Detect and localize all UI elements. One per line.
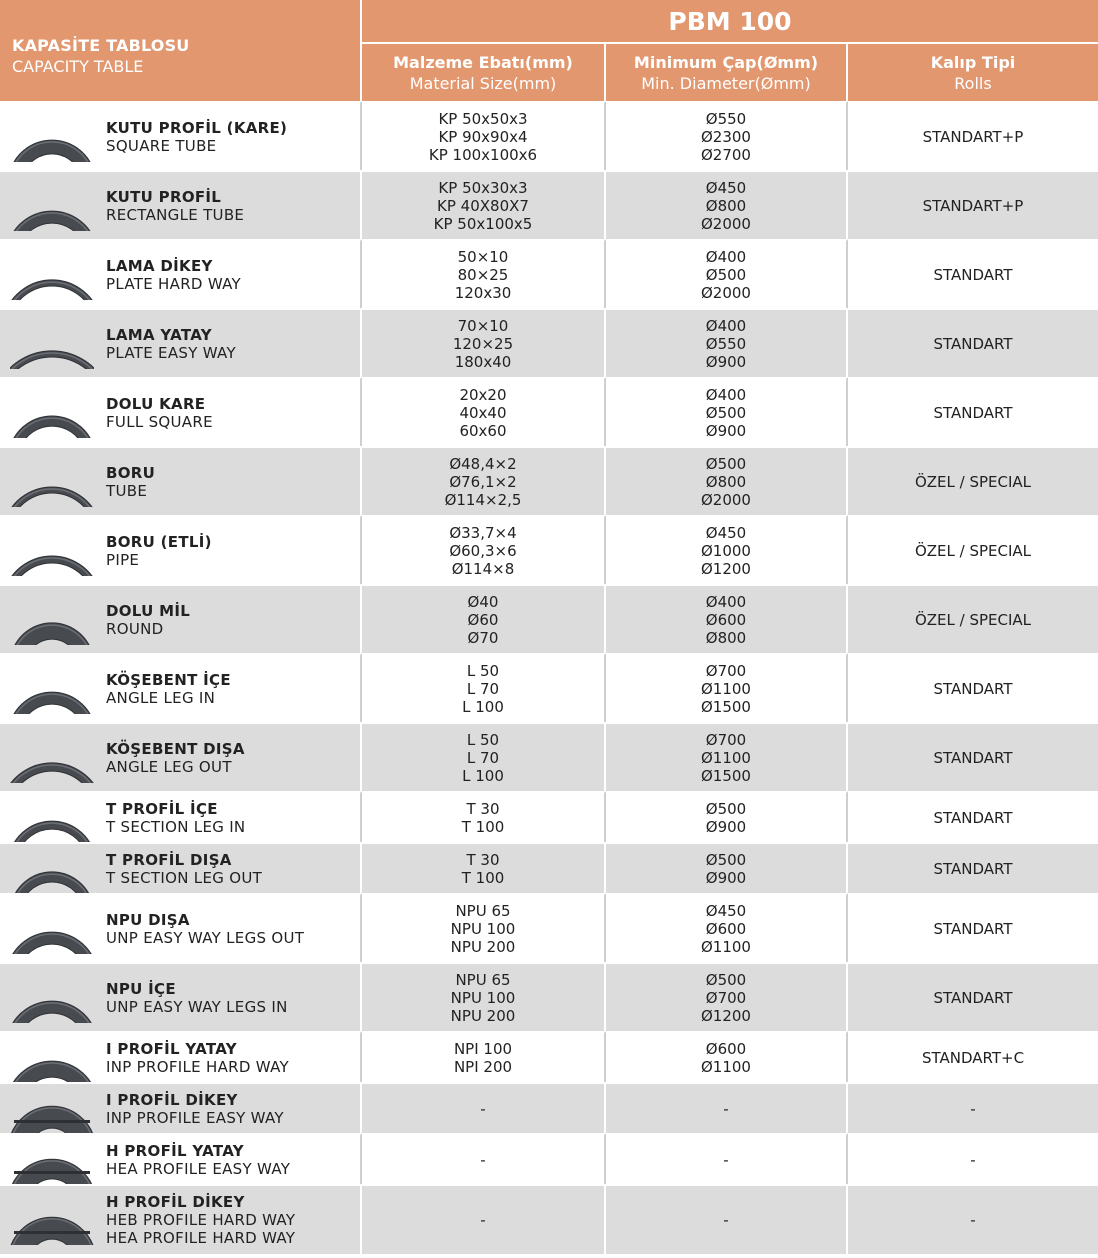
- rolls-cell: ÖZEL / SPECIAL: [848, 446, 1098, 515]
- profile-name: [106, 800, 245, 836]
- material-size-value: -: [480, 1211, 486, 1229]
- profile-name: [106, 533, 212, 569]
- profile-name-tr: H PROFİL YATAY: [106, 1141, 244, 1160]
- min-diameter-cell: [606, 239, 848, 308]
- profile-name: [106, 602, 190, 638]
- rolls-cell: STANDART: [848, 962, 1098, 1031]
- min-diameter-value: Ø900: [705, 421, 747, 440]
- rolls-cell: STANDART+P: [848, 101, 1098, 170]
- min-diameter-value: Ø500: [705, 454, 747, 473]
- profile-name-en: INP PROFILE HARD WAY: [106, 1057, 289, 1076]
- profile-name-tr: KÖŞEBENT İÇE: [106, 670, 231, 689]
- column-header-label-tr: Kalıp Tipi: [930, 52, 1016, 72]
- profile-name-en: RECTANGLE TUBE: [106, 205, 245, 224]
- t-section-in-icon: [10, 793, 94, 843]
- material-size-value: 120×25: [452, 334, 514, 353]
- profile-name-cell: [0, 1082, 362, 1133]
- profile-name-en: SQUARE TUBE: [106, 136, 217, 155]
- profile-name-tr: KUTU PROFİL (KARE): [106, 118, 288, 137]
- profile-name-cell: [0, 308, 362, 377]
- min-diameter-value: Ø2000: [701, 214, 751, 233]
- material-size-value: NPU 100: [450, 919, 516, 938]
- min-diameter-value: Ø1200: [701, 1006, 751, 1025]
- rolls-cell: STANDART: [848, 722, 1098, 791]
- table-title: [0, 0, 362, 101]
- material-size-cell: [362, 1184, 606, 1254]
- material-size-value: L 100: [462, 766, 504, 785]
- profile-name: [106, 188, 244, 224]
- material-size-value: KP 90x90x4: [438, 127, 528, 146]
- min-diameter-cell: [606, 1184, 848, 1254]
- material-size-cell: [362, 791, 606, 842]
- min-diameter-value: Ø450: [705, 523, 747, 542]
- rolls-cell: -: [848, 1133, 1098, 1184]
- material-size-value: 70×10: [457, 316, 509, 335]
- min-diameter-cell: [606, 515, 848, 584]
- material-size-value: Ø60: [467, 610, 499, 629]
- profile-name-cell: [0, 239, 362, 308]
- min-diameter-value: Ø550: [705, 109, 747, 128]
- profile-name: [106, 395, 213, 431]
- rolls-cell: ÖZEL / SPECIAL: [848, 515, 1098, 584]
- angle-leg-out-icon: [10, 733, 94, 783]
- material-size-value: NPU 200: [450, 1006, 516, 1025]
- min-diameter-value: Ø400: [705, 592, 747, 611]
- unp-legs-in-icon: [10, 973, 94, 1023]
- material-size-cell: [362, 722, 606, 791]
- column-header-rolls: [848, 44, 1098, 101]
- material-size-value: Ø40: [467, 592, 499, 611]
- column-header-material-size: [362, 44, 606, 101]
- min-diameter-value: Ø450: [705, 901, 747, 920]
- min-diameter-value: -: [723, 1099, 729, 1118]
- min-diameter-value: Ø600: [705, 1039, 747, 1058]
- material-size-cell: [362, 962, 606, 1031]
- profile-name-tr: BORU: [106, 463, 156, 482]
- material-size-value: 180x40: [454, 352, 512, 371]
- material-size-value: NPU 65: [455, 970, 511, 989]
- profile-name: [106, 326, 236, 362]
- min-diameter-cell: [606, 842, 848, 893]
- material-size-value: L 50: [466, 661, 500, 680]
- profile-name-tr: DOLU MİL: [106, 601, 191, 620]
- profile-name-en: T SECTION LEG OUT: [106, 868, 263, 887]
- material-size-value: Ø70: [467, 628, 499, 647]
- material-size-value: L 50: [466, 730, 500, 749]
- profile-name: [106, 740, 245, 776]
- material-size-cell: [362, 893, 606, 962]
- material-size-cell: [362, 1133, 606, 1184]
- min-diameter-value: Ø1100: [701, 679, 751, 698]
- table-title-tr: KAPASİTE TABLOSU: [12, 35, 190, 55]
- rolls-cell: STANDART: [848, 842, 1098, 893]
- min-diameter-value: Ø500: [705, 850, 747, 869]
- profile-name-cell: [0, 893, 362, 962]
- profile-name-cell: [0, 791, 362, 842]
- min-diameter-value: -: [723, 1150, 729, 1169]
- material-size-value: L 70: [466, 679, 500, 698]
- material-size-value: KP 50x30x3: [438, 178, 528, 197]
- material-size-value: T 100: [461, 868, 505, 887]
- rolls-cell: STANDART: [848, 308, 1098, 377]
- profile-name: [106, 1040, 289, 1076]
- profile-name-cell: [0, 842, 362, 893]
- profile-name: [106, 257, 241, 293]
- profile-name: [106, 671, 231, 707]
- min-diameter-value: Ø600: [705, 610, 747, 629]
- square-tube-icon: [10, 112, 94, 162]
- profile-name: [106, 980, 288, 1016]
- plate-hard-way-icon: [10, 250, 94, 300]
- material-size-value: NPI 100: [453, 1039, 513, 1058]
- profile-name-en: UNP EASY WAY LEGS OUT: [106, 928, 305, 947]
- column-header-label-tr: Malzeme Ebatı(mm): [393, 52, 573, 72]
- material-size-value: L 100: [462, 697, 504, 716]
- material-size-value: 20x20: [459, 385, 507, 404]
- t-section-out-icon: [10, 844, 94, 894]
- table-title-en: CAPACITY TABLE: [12, 56, 144, 76]
- material-size-cell: [362, 584, 606, 653]
- rectangle-tube-icon: [10, 181, 94, 231]
- profile-name-en: PLATE HARD WAY: [106, 274, 242, 293]
- min-diameter-value: Ø550: [705, 334, 747, 353]
- profile-name-tr: KÖŞEBENT DIŞA: [106, 739, 245, 758]
- material-size-value: Ø48,4×2: [449, 454, 517, 473]
- min-diameter-value: Ø1500: [701, 697, 751, 716]
- column-header-label-tr: Minimum Çap(Ømm): [633, 52, 819, 72]
- min-diameter-value: Ø2000: [701, 490, 751, 509]
- material-size-value: KP 50x100x5: [433, 214, 533, 233]
- profile-name-tr: BORU (ETLİ): [106, 532, 212, 551]
- model-title: PBM 100: [362, 0, 1098, 44]
- min-diameter-cell: [606, 1082, 848, 1133]
- min-diameter-cell: [606, 584, 848, 653]
- material-size-value: 80×25: [457, 265, 509, 284]
- material-size-value: -: [480, 1150, 486, 1169]
- profile-name: [106, 1142, 290, 1178]
- min-diameter-cell: [606, 101, 848, 170]
- min-diameter-value: Ø700: [705, 730, 747, 749]
- min-diameter-value: -: [723, 1211, 729, 1229]
- profile-name: [106, 911, 304, 947]
- material-size-value: T 30: [466, 850, 500, 869]
- min-diameter-cell: [606, 962, 848, 1031]
- profile-name-en: TUBE: [106, 481, 148, 500]
- min-diameter-value: Ø500: [705, 265, 747, 284]
- rolls-cell: STANDART: [848, 791, 1098, 842]
- profile-name-en: UNP EASY WAY LEGS IN: [106, 997, 288, 1016]
- profile-name-tr: T PROFİL İÇE: [106, 799, 218, 818]
- material-size-value: Ø114×8: [451, 559, 515, 578]
- inp-hard-way-icon: [10, 1033, 94, 1083]
- profile-name-cell: [0, 962, 362, 1031]
- material-size-cell: [362, 515, 606, 584]
- profile-name-tr: LAMA YATAY: [106, 325, 212, 344]
- angle-leg-in-icon: [10, 664, 94, 714]
- min-diameter-cell: [606, 308, 848, 377]
- profile-name-en: FULL SQUARE: [106, 412, 213, 431]
- min-diameter-cell: [606, 722, 848, 791]
- profile-name-tr: NPU İÇE: [106, 979, 176, 998]
- min-diameter-value: Ø1000: [701, 541, 751, 560]
- rolls-cell: STANDART: [848, 893, 1098, 962]
- min-diameter-value: Ø400: [705, 316, 747, 335]
- min-diameter-value: Ø800: [705, 628, 747, 647]
- min-diameter-value: Ø900: [705, 868, 747, 887]
- min-diameter-value: Ø1100: [701, 937, 751, 956]
- material-size-value: L 70: [466, 748, 500, 767]
- rolls-cell: STANDART: [848, 377, 1098, 446]
- profile-name: [106, 1091, 284, 1127]
- min-diameter-value: Ø800: [705, 196, 747, 215]
- material-size-cell: [362, 446, 606, 515]
- profile-name-tr: NPU DIŞA: [106, 910, 190, 929]
- profile-name-cell: [0, 1184, 362, 1254]
- material-size-value: Ø60,3×6: [449, 541, 517, 560]
- min-diameter-cell: [606, 446, 848, 515]
- min-diameter-value: Ø1500: [701, 766, 751, 785]
- material-size-value: Ø76,1×2: [449, 472, 517, 491]
- material-size-cell: [362, 308, 606, 377]
- material-size-value: 40x40: [459, 403, 507, 422]
- rolls-cell: -: [848, 1082, 1098, 1133]
- material-size-value: 120x30: [454, 283, 512, 302]
- plate-easy-way-icon: [10, 319, 94, 369]
- profile-name-tr: H PROFİL DİKEY: [106, 1193, 245, 1211]
- min-diameter-value: Ø1200: [701, 559, 751, 578]
- profile-name: [106, 851, 262, 887]
- column-header-min-diameter: [606, 44, 848, 101]
- profile-name: [106, 1193, 295, 1247]
- material-size-value: T 30: [466, 799, 500, 818]
- inp-easy-way-icon: [10, 1084, 94, 1134]
- material-size-cell: [362, 170, 606, 239]
- min-diameter-value: Ø1100: [701, 1057, 751, 1076]
- min-diameter-value: Ø450: [705, 178, 747, 197]
- min-diameter-value: Ø2300: [701, 127, 751, 146]
- min-diameter-cell: [606, 893, 848, 962]
- profile-name-en: T SECTION LEG IN: [106, 817, 246, 836]
- material-size-value: NPU 65: [455, 901, 511, 920]
- min-diameter-value: Ø2000: [701, 283, 751, 302]
- rolls-cell: STANDART+C: [848, 1031, 1098, 1082]
- profile-name: [106, 464, 155, 500]
- profile-name-cell: [0, 722, 362, 791]
- min-diameter-value: Ø800: [705, 472, 747, 491]
- material-size-value: KP 40X80X7: [437, 196, 529, 215]
- material-size-value: NPI 200: [453, 1057, 513, 1076]
- min-diameter-value: Ø1100: [701, 748, 751, 767]
- profile-name-cell: [0, 170, 362, 239]
- material-size-cell: [362, 842, 606, 893]
- profile-name: [106, 119, 287, 155]
- min-diameter-value: Ø500: [705, 403, 747, 422]
- material-size-value: KP 100x100x6: [428, 145, 538, 164]
- min-diameter-cell: [606, 1133, 848, 1184]
- profile-name-en: PLATE EASY WAY: [106, 343, 236, 362]
- min-diameter-value: Ø700: [705, 661, 747, 680]
- rolls-cell: STANDART+P: [848, 170, 1098, 239]
- material-size-cell: [362, 653, 606, 722]
- material-size-cell: [362, 1082, 606, 1133]
- min-diameter-value: Ø700: [705, 988, 747, 1007]
- profile-name-tr: T PROFİL DIŞA: [106, 850, 232, 869]
- profile-name-en: ANGLE LEG IN: [106, 688, 216, 707]
- min-diameter-value: Ø500: [705, 799, 747, 818]
- profile-name-cell: [0, 1133, 362, 1184]
- profile-name-cell: [0, 101, 362, 170]
- profile-name-cell: [0, 653, 362, 722]
- unp-legs-out-icon: [10, 904, 94, 954]
- min-diameter-value: Ø500: [705, 970, 747, 989]
- profile-name-tr: DOLU KARE: [106, 394, 206, 413]
- column-header-label-en: Rolls: [954, 73, 992, 93]
- material-size-value: NPU 100: [450, 988, 516, 1007]
- profile-name-en: PIPE: [106, 550, 140, 569]
- rolls-cell: STANDART: [848, 653, 1098, 722]
- material-size-value: 60x60: [459, 421, 507, 440]
- material-size-value: KP 50x50x3: [438, 109, 528, 128]
- profile-name-tr: I PROFİL YATAY: [106, 1039, 237, 1058]
- rolls-cell: -: [848, 1184, 1098, 1254]
- material-size-cell: [362, 1031, 606, 1082]
- min-diameter-cell: [606, 377, 848, 446]
- column-header-label-en: Material Size(mm): [409, 73, 557, 93]
- material-size-value: T 100: [461, 817, 505, 836]
- profile-name-tr: I PROFİL DİKEY: [106, 1090, 238, 1109]
- min-diameter-value: Ø400: [705, 385, 747, 404]
- profile-name-cell: [0, 377, 362, 446]
- heb-hard-way-icon: [10, 1195, 94, 1245]
- material-size-cell: [362, 101, 606, 170]
- material-size-cell: [362, 377, 606, 446]
- material-size-cell: [362, 239, 606, 308]
- profile-name-cell: [0, 446, 362, 515]
- profile-name-cell: [0, 584, 362, 653]
- material-size-value: Ø33,7×4: [449, 523, 517, 542]
- column-header-label-en: Min. Diameter(Ømm): [641, 73, 811, 93]
- min-diameter-value: Ø400: [705, 247, 747, 266]
- full-square-icon: [10, 388, 94, 438]
- profile-name-en: HEA PROFILE EASY WAY: [106, 1159, 291, 1178]
- profile-name-en: HEA PROFILE HARD WAY: [106, 1229, 296, 1247]
- hea-easy-way-icon: [10, 1135, 94, 1185]
- material-size-value: 50×10: [457, 247, 509, 266]
- profile-name-tr: LAMA DİKEY: [106, 256, 213, 275]
- material-size-value: Ø114×2,5: [444, 490, 522, 509]
- profile-name-cell: [0, 515, 362, 584]
- min-diameter-value: Ø600: [705, 919, 747, 938]
- min-diameter-cell: [606, 653, 848, 722]
- profile-name-en: HEB PROFILE HARD WAY: [106, 1211, 296, 1229]
- profile-name-en: ROUND: [106, 619, 164, 638]
- profile-name-cell: [0, 1031, 362, 1082]
- profile-name-en: ANGLE LEG OUT: [106, 757, 232, 776]
- rolls-cell: ÖZEL / SPECIAL: [848, 584, 1098, 653]
- min-diameter-value: Ø900: [705, 817, 747, 836]
- min-diameter-cell: [606, 170, 848, 239]
- material-size-value: -: [480, 1099, 486, 1118]
- min-diameter-cell: [606, 1031, 848, 1082]
- rolls-cell: STANDART: [848, 239, 1098, 308]
- round-bar-icon: [10, 595, 94, 645]
- profile-name-tr: KUTU PROFİL: [106, 187, 222, 206]
- tube-icon: [10, 457, 94, 507]
- pipe-icon: [10, 526, 94, 576]
- min-diameter-value: Ø900: [705, 352, 747, 371]
- min-diameter-value: Ø2700: [701, 145, 751, 164]
- profile-name-en: INP PROFILE EASY WAY: [106, 1108, 284, 1127]
- min-diameter-cell: [606, 791, 848, 842]
- material-size-value: NPU 200: [450, 937, 516, 956]
